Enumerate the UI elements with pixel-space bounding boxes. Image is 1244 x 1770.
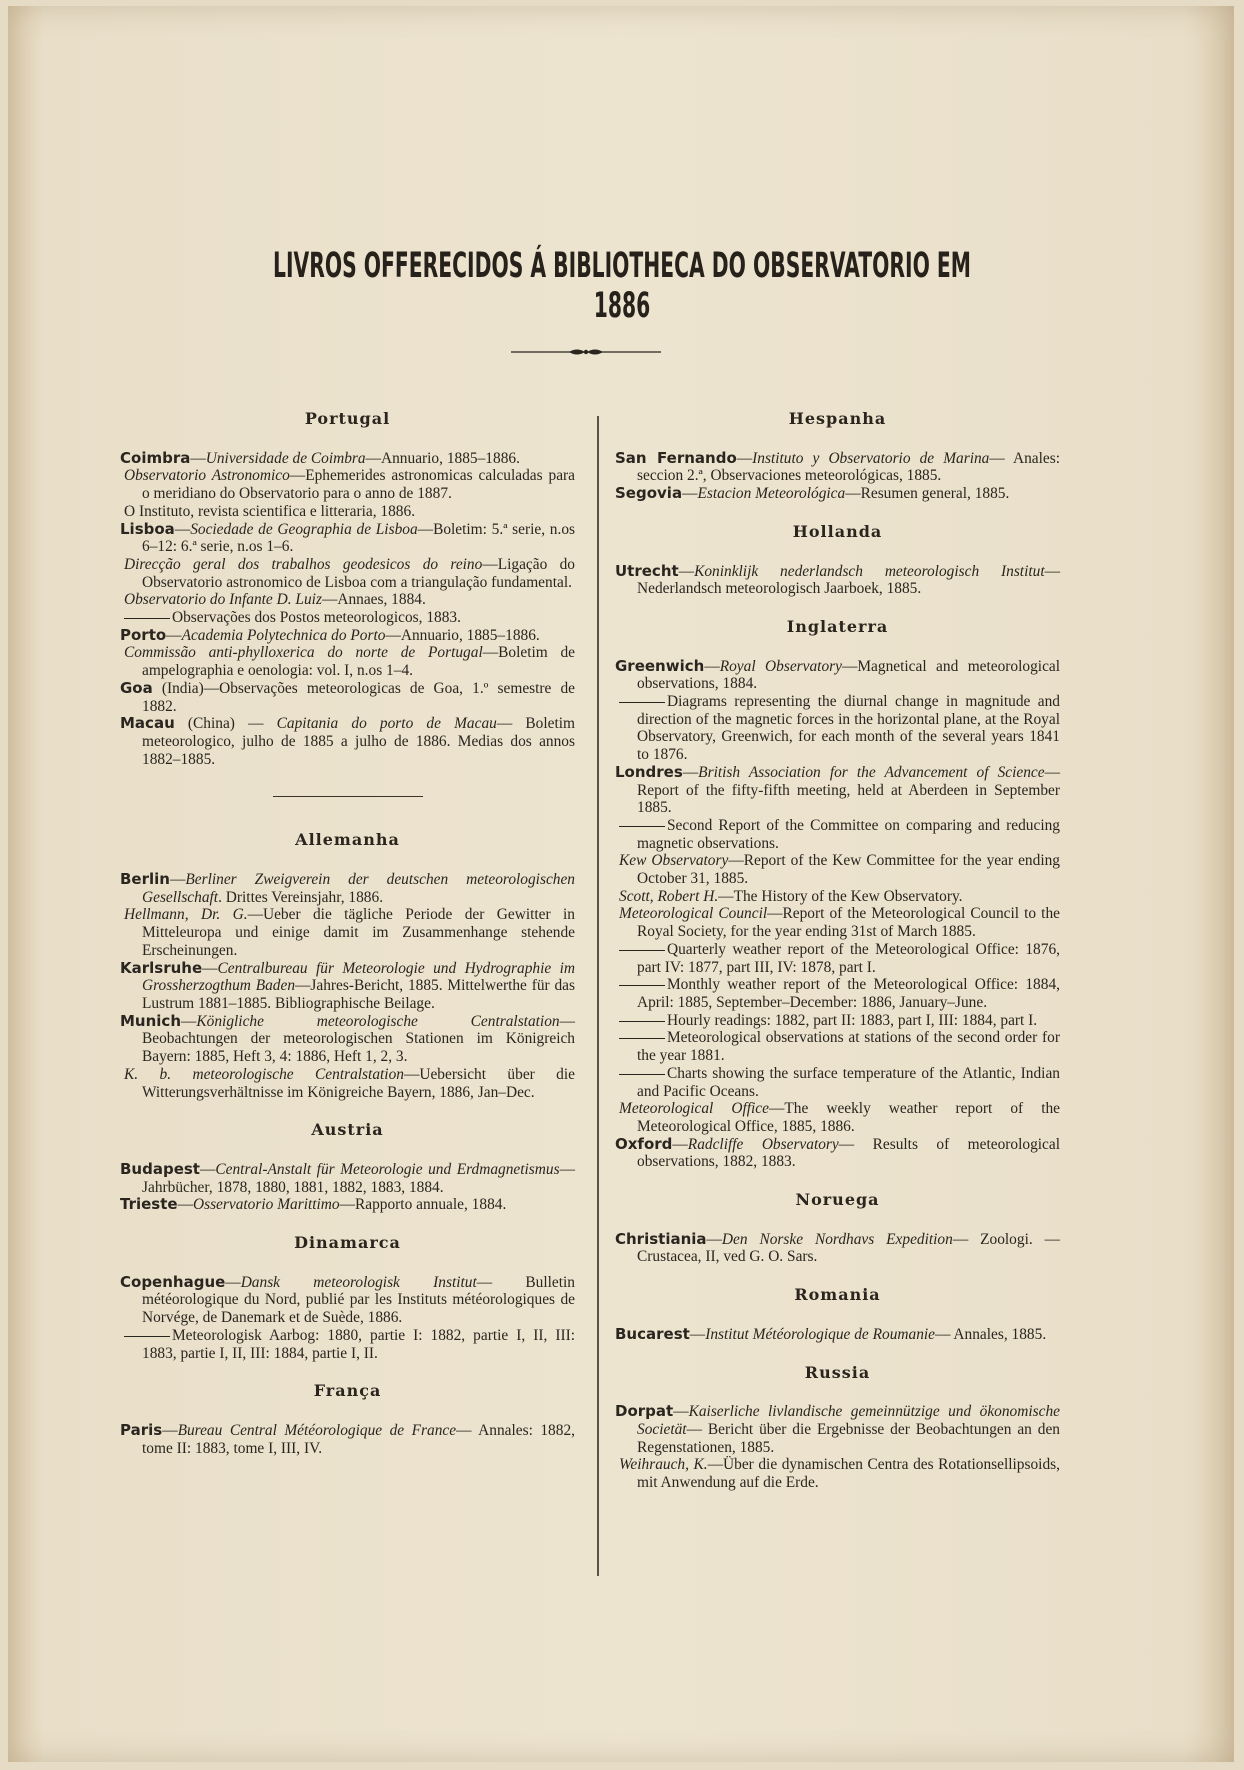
catalog-entry bbox=[120, 680, 575, 715]
ditto-dash bbox=[619, 950, 665, 951]
catalog-entry: Lisboa—Sociedade de Geographia de Lisboa—Boletim: 5.ª serie, n.os 6–12: 6.ª serie, n.os 1–6. bbox=[120, 519, 576, 556]
entry-text: — Annales, 1885. bbox=[935, 1325, 1047, 1343]
institution-name: Berliner Zweigverein der deutschen meteorologischen Gesellschaft bbox=[142, 871, 575, 906]
catalog-entry: Oxford—Radcliffe Observatory— Results of meteorological observations, 1882, 1883. bbox=[615, 1134, 1060, 1171]
entry-text: . Drittes Vereinsjahr, 1886. bbox=[218, 888, 384, 906]
catalog-entry bbox=[120, 1327, 575, 1362]
institution-name: Observatorio do Infante D. Luiz bbox=[124, 591, 322, 609]
country-heading-noruega: Noruega bbox=[795, 1190, 880, 1210]
city-name: Trieste bbox=[120, 1195, 178, 1214]
catalog-entry bbox=[120, 644, 575, 679]
institution-name: Royal Observatory bbox=[719, 657, 842, 675]
institution-name: Centralbureau für Meteorologie und Hydrographie im Grossherzogthum Baden bbox=[142, 959, 575, 995]
entry-text: Diagrams representing the diurnal change in magnitude and direction of the magnetic forces in the horizontal plane, at the Royal Observatory, Greenwich, for each month of the several years 1841 to 1876. bbox=[637, 693, 1060, 764]
entry-text: — Bulletin météorologique du Nord, publié par les Instituts météorologiques de Norvége, de Danemark et de Suède, 1886. bbox=[142, 1273, 575, 1327]
catalog-entry: Greenwich—Royal Observatory—Magnetical and meteorological observations, 1884. bbox=[615, 656, 1061, 693]
entry-text: — Nederlandsch meteorologisch Jaarboek, 1885. bbox=[637, 562, 1060, 598]
institution-name: Bureau Central Météorologique de France bbox=[177, 1421, 457, 1439]
catalog-entry bbox=[615, 1100, 1060, 1135]
catalog-entry: Copenhague—Dansk meteorologisk Institut— Bulletin météorologique du Nord, publié par les Instituts météorologiques de Norvége, de Danemark et de Suède, 1886. bbox=[120, 1272, 575, 1327]
city-name: Macau bbox=[120, 714, 175, 733]
catalog-entry bbox=[615, 817, 1060, 852]
ditto-dash bbox=[124, 1336, 170, 1337]
country-heading-allemanha: Allemanha bbox=[295, 830, 400, 850]
city-name: Budapest bbox=[120, 1159, 200, 1178]
section-gap bbox=[120, 1101, 575, 1121]
entry-text: —Rapporto annuale, 1884. bbox=[339, 1196, 507, 1214]
catalog-entry: Porto—Academia Polytechnica do Porto—Annuario, 1885–1886. bbox=[120, 625, 540, 644]
institution-name: Kaiserliche livlandische gemeinnützige und ökonomische Societät bbox=[637, 1403, 1060, 1438]
entry-text: — Zoologi. — Crustacea, II, ved G. O. Sars. bbox=[637, 1230, 1060, 1266]
catalog-entry: Coimbra—Universidade de Coimbra—Annuario, 1885–1886. bbox=[120, 448, 520, 467]
city-name: Goa bbox=[120, 678, 153, 697]
catalog-entry: San Fernando—Instituto y Observatorio de Marina— Anales: seccion 2.ª, Observaciones meteorológicas, 1885. bbox=[615, 448, 1060, 485]
entry-text: —Uebersicht über die Witterungsverhältnisse im Königreiche Bayern, 1886, Jan–Dec. bbox=[142, 1065, 575, 1101]
catalog-entry bbox=[615, 1029, 1060, 1064]
section-gap bbox=[120, 1214, 575, 1234]
catalog-entry bbox=[615, 693, 1060, 764]
catalog-entry bbox=[120, 503, 575, 521]
entry-text: —Ephemerides astronomicas calculadas para o meridiano do Observatorio para o anno de 1887. bbox=[142, 467, 575, 503]
ditto-dash bbox=[619, 826, 665, 827]
city-name: Berlin bbox=[120, 870, 170, 889]
entry-text: Charts showing the surface temperature of the Atlantic, Indian and Pacific Oceans. bbox=[637, 1064, 1060, 1100]
institution-name: Meteorological Council bbox=[619, 905, 768, 923]
catalog-entry bbox=[120, 906, 575, 959]
catalog-entry bbox=[615, 1012, 1060, 1030]
institution-name: Commissão anti-phylloxerica do norte de Portugal bbox=[124, 644, 483, 662]
institution-name: Capitania do porto de Macau bbox=[276, 715, 497, 733]
catalog-entry: Segovia—Estacion Meteorológica—Resumen general, 1885. bbox=[615, 484, 1010, 503]
catalog-entry: Londres—British Association for the Advancement of Science—Report of the fifty-fifth meeting, held at Aberdeen in September 1885. bbox=[615, 762, 1060, 817]
catalog-entry: Munich—Königliche meteorologische Centralstation— Beobachtungen der meteorologischen Stationen im Königreich Bayern: 1885, Heft 3, 4: 1886, Heft 1, 2, 3. bbox=[120, 1011, 575, 1066]
country-heading-dinamarca: Dinamarca bbox=[294, 1233, 401, 1253]
entry-text: Meteorological observations at stations of the second order for the year 1881. bbox=[637, 1029, 1060, 1065]
city-name: Dorpat bbox=[615, 1402, 674, 1421]
catalog-entry: Trieste—Osservatorio Marittimo—Rapporto annuale, 1884. bbox=[120, 1195, 507, 1214]
catalog-entry: Berlin—Berliner Zweigverein der deutschen meteorologischen Gesellschaft. Drittes Vereinsjahr, 1886. bbox=[120, 870, 575, 906]
ditto-dash bbox=[619, 985, 665, 986]
city-name: Coimbra bbox=[120, 448, 191, 467]
catalog-entry bbox=[120, 1066, 575, 1101]
entry-text: — Anales: seccion 2.ª, Observaciones meteorológicas, 1885. bbox=[637, 449, 1060, 485]
catalog-entry bbox=[615, 941, 1060, 976]
institution-name: Instituto y Observatorio de Marina bbox=[752, 449, 990, 467]
institution-name: Central-Anstalt für Meteorologie und Erdmagnetismus bbox=[215, 1160, 560, 1178]
country-heading-inglaterra: Inglaterra bbox=[786, 616, 889, 636]
country-heading-austria: Austria bbox=[311, 1120, 384, 1140]
entry-text: — Annales: 1882, tome II: 1883, tome I, III, IV. bbox=[142, 1421, 575, 1457]
entry-text: —Ueber die tägliche Periode der Gewitter in Mitteleuropa und einige damit im Zusammenhange stehende Erscheinungen. bbox=[142, 906, 575, 959]
section-gap bbox=[615, 1344, 1060, 1364]
institution-name: Institut Météorologique de Roumanie bbox=[705, 1325, 936, 1343]
entry-text: Second Report of the Committee on comparing and reducing magnetic observations. bbox=[637, 816, 1060, 852]
institution-name: Kew Observatory bbox=[619, 852, 729, 870]
institution-name: Koninklijk nederlandsch meteorologisch Institut bbox=[694, 562, 1045, 580]
entry-text: —Report of the Kew Committee for the year ending October 31, 1885. bbox=[637, 852, 1060, 888]
entry-text: —Über die dynamischen Centra des Rotationsellipsoids, mit Anwendung auf die Erde. bbox=[637, 1456, 1060, 1492]
institution-name: Den Norske Nordhavs Expedition bbox=[721, 1230, 953, 1248]
entry-text: —Annaes, 1884. bbox=[321, 591, 426, 609]
catalog-entry: Karlsruhe—Centralbureau für Meteorologie und Hydrographie im Grossherzogthum Baden—Jahres-Bericht, 1885. Mittelwerthe für das Lustrum 1881–1885. Bibliographische Beilage. bbox=[120, 958, 575, 1012]
entry-text: O Instituto, revista scientifica e litteraria, 1886. bbox=[124, 502, 416, 520]
country-heading-hespanha: Hespanha bbox=[788, 409, 887, 428]
entry-text: Monthly weather report of the Meteorological Office: 1884, April: 1885, September–December: 1886, January–June. bbox=[637, 976, 1060, 1011]
city-name: Oxford bbox=[615, 1134, 673, 1153]
institution-name: Estacion Meteorológica bbox=[697, 485, 846, 503]
entry-text: — Beobachtungen der meteorologischen Stationen im Königreich Bayern: 1885, Heft 3, 4: 1886, Heft 1, 2, 3. bbox=[142, 1012, 575, 1066]
city-name: Greenwich bbox=[615, 656, 705, 675]
institution-name: Meteorological Office bbox=[619, 1100, 769, 1118]
entry-text: —Annuario, 1885–1886. bbox=[385, 626, 540, 644]
institution-name: Sociedade de Geographia de Lisboa bbox=[190, 520, 418, 538]
catalog-entry: Christiania—Den Norske Nordhavs Expedition— Zoologi. — Crustacea, II, ved G. O. Sars. bbox=[615, 1229, 1060, 1266]
catalog-entry bbox=[615, 1456, 1060, 1491]
institution-name: Radcliffe Observatory bbox=[687, 1135, 839, 1153]
institution-name: Direcção geral dos trabalhos geodesicos do reino bbox=[124, 555, 483, 573]
ornament-rule-icon bbox=[511, 346, 661, 358]
entry-text: Hourly readings: 1882, part II: 1883, part I, III: 1884, part I. bbox=[667, 1011, 1038, 1029]
catalog-entry bbox=[120, 591, 575, 609]
catalog-entry: Dorpat—Kaiserliche livlandische gemeinnützige und ökonomische Societät— Bericht über die Ergebnisse der Beobachtungen an den Regenstationen, 1885. bbox=[615, 1402, 1060, 1456]
city-name: Londres bbox=[615, 762, 683, 781]
entry-text: (India)—Observações meteorologicas de Goa, 1.º semestre de 1882. bbox=[142, 679, 575, 715]
catalog-entry bbox=[615, 888, 1060, 906]
entry-text: (China) — bbox=[174, 715, 277, 733]
entry-text: —Report of the fifty-fifth meeting, held at Aberdeen in September 1885. bbox=[637, 763, 1060, 817]
country-heading-russia: Russia bbox=[804, 1362, 871, 1382]
section-rule bbox=[273, 796, 423, 797]
entry-text: —Jahrbücher, 1878, 1880, 1881, 1882, 1883, 1884. bbox=[142, 1160, 575, 1196]
city-name: Christiania bbox=[615, 1229, 707, 1248]
entry-text: —Boletim: 5.ª serie, n.os 6–12: 6.ª serie, n.os 1–6. bbox=[142, 520, 576, 556]
entry-text: —Report of the Meteorological Council to the Royal Society, for the year ending 31st of March 1885. bbox=[637, 905, 1060, 941]
catalog-entry bbox=[120, 609, 575, 627]
institution-name: Observatorio Astronomico bbox=[124, 467, 290, 485]
entry-text: Meteorologisk Aarbog: 1880, partie I: 1882, partie I, II, III: 1883, partie I, II, III: 1884, partie I, II. bbox=[142, 1326, 575, 1362]
section-gap bbox=[615, 1171, 1060, 1191]
institution-name: British Association for the Advancement of Science bbox=[698, 763, 1045, 781]
entry-text: — Bericht über die Ergebnisse der Beobachtungen an den Regenstationen, 1885. bbox=[637, 1420, 1060, 1456]
catalog-entry bbox=[120, 467, 575, 502]
city-name: Lisboa bbox=[120, 519, 175, 538]
left-column bbox=[120, 410, 575, 1457]
catalog-entry: Bucarest—Institut Météorologique de Roumanie— Annales, 1885. bbox=[615, 1324, 1047, 1343]
catalog-entry bbox=[120, 715, 575, 768]
entry-text: Observações dos Postos meteorologicos, 1883. bbox=[172, 609, 461, 627]
ditto-dash bbox=[124, 618, 170, 619]
city-name: Utrecht bbox=[615, 561, 679, 580]
entry-text: —The History of the Kew Observatory. bbox=[718, 887, 963, 905]
city-name: Bucarest bbox=[615, 1324, 690, 1343]
city-name: San Fernando bbox=[615, 448, 737, 467]
institution-name: K. b. meteorologische Centralstation bbox=[124, 1065, 404, 1083]
institution-name: Osservatorio Marittimo bbox=[192, 1196, 340, 1214]
entry-text: —Ligação do Observatorio astronomico de Lisboa com a triangulação fundamental. bbox=[142, 555, 575, 591]
entry-text: —The weekly weather report of the Meteorological Office, 1885, 1886. bbox=[637, 1100, 1061, 1135]
entry-text: —Magnetical and meteorological observations, 1884. bbox=[637, 657, 1061, 693]
section-gap bbox=[615, 598, 1060, 618]
institution-name: Academia Polytechnica do Porto bbox=[181, 626, 386, 644]
catalog-entry: Budapest—Central-Anstalt für Meteorologie und Erdmagnetismus—Jahrbücher, 1878, 1880, 1881, 1882, 1883, 1884. bbox=[120, 1159, 575, 1196]
city-name: Copenhague bbox=[120, 1272, 226, 1291]
catalog-entry bbox=[615, 976, 1060, 1011]
entry-text: — Boletim meteorologico, julho de 1885 a julho de 1886. Medias dos annos 1882–1885. bbox=[142, 715, 575, 768]
column-divider bbox=[597, 416, 599, 1576]
entry-text: —Boletim de ampelographia e oenologia: vol. I, n.os 1–4. bbox=[142, 644, 575, 680]
city-name: Porto bbox=[120, 625, 167, 644]
entry-text: —Annuario, 1885–1886. bbox=[365, 449, 520, 467]
institution-name: Königliche meteorologische Centralstation bbox=[196, 1012, 560, 1030]
institution-name: Hellmann, Dr. G. bbox=[124, 906, 248, 924]
institution-name: Weihrauch, K. bbox=[619, 1456, 708, 1474]
entry-text: Quarterly weather report of the Meteorological Office: 1876, part IV: 1877, part III, IV: 1878, part I. bbox=[637, 940, 1060, 976]
institution-name: Universidade de Coimbra bbox=[205, 449, 366, 467]
ditto-dash bbox=[619, 1074, 665, 1075]
entry-text: —Resumen general, 1885. bbox=[845, 485, 1010, 503]
country-heading-franca: França bbox=[313, 1381, 382, 1401]
country-heading-romania: Romania bbox=[794, 1285, 881, 1305]
catalog-entry: Paris—Bureau Central Météorologique de France— Annales: 1882, tome II: 1883, tome I, III, IV. bbox=[120, 1420, 575, 1457]
ditto-dash bbox=[619, 1021, 665, 1022]
country-heading-hollanda: Hollanda bbox=[792, 521, 883, 541]
section-gap bbox=[615, 1266, 1060, 1286]
page-title: LIVROS OFFERECIDOS Á BIBLIOTHECA DO OBSERVATORIO EM 1886 bbox=[273, 246, 971, 326]
ditto-dash bbox=[619, 702, 665, 703]
country-heading-portugal: Portugal bbox=[304, 409, 391, 428]
city-name: Paris bbox=[120, 1420, 163, 1439]
institution-name: Scott, Robert H. bbox=[619, 887, 719, 905]
entry-text: — Results of meteorological observations, 1882, 1883. bbox=[637, 1135, 1060, 1171]
ditto-dash bbox=[619, 1038, 665, 1039]
catalog-entry bbox=[615, 1065, 1060, 1100]
section-gap bbox=[120, 1362, 575, 1382]
city-name: Segovia bbox=[615, 484, 683, 503]
catalog-entry bbox=[615, 852, 1060, 887]
right-column bbox=[615, 410, 1060, 1492]
entry-text: —Jahres-Bericht, 1885. Mittelwerthe für das Lustrum 1881–1885. Bibliographische Beilage. bbox=[142, 977, 575, 1012]
catalog-entry: Utrecht—Koninklijk nederlandsch meteorologisch Institut— Nederlandsch meteorologisch Jaarboek, 1885. bbox=[615, 561, 1060, 598]
city-name: Munich bbox=[120, 1011, 181, 1030]
catalog-entry bbox=[615, 905, 1060, 940]
catalog-entry bbox=[120, 556, 575, 591]
city-name: Karlsruhe bbox=[120, 958, 203, 977]
institution-name: Dansk meteorologisk Institut bbox=[240, 1273, 477, 1291]
section-gap bbox=[615, 503, 1060, 523]
